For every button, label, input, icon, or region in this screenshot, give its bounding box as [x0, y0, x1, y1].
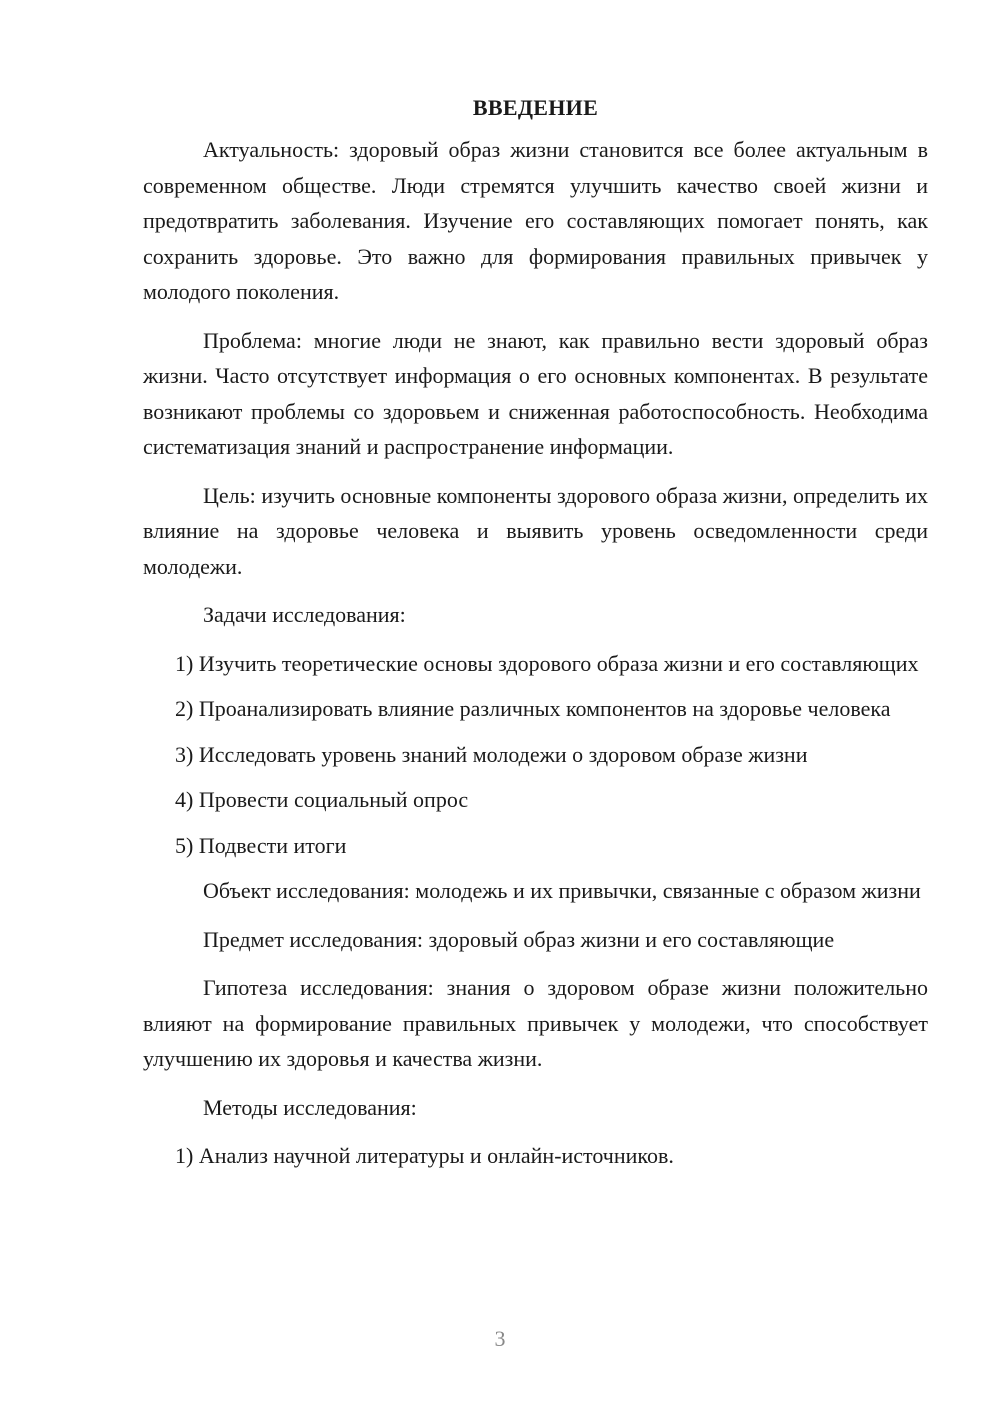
methods-heading: Методы исследования:	[203, 1094, 417, 1120]
task-item: 2) Проанализировать влияние различных компонентов на здоровье человека	[175, 696, 891, 721]
section-title: ВВЕДЕНИЕ	[472, 95, 599, 120]
document-page	[143, 90, 928, 1184]
page-number: 3	[494, 1326, 506, 1351]
task-item: 1) Изучить теоретические основы здорового образа жизни и его составляющих	[175, 650, 919, 676]
subject-paragraph: Предмет исследования: здоровый образ жизни и его составляющие	[203, 926, 835, 952]
method-item: 1) Анализ научной литературы и онлайн-источников.	[175, 1143, 674, 1168]
task-item: 4) Провести социальный опрос	[175, 787, 469, 812]
problem-paragraph: Проблема: многие люди не знают, как правильно вести здоровый образ жизни. Часто отсутствует информация о его основных компонентах. В результате возникают проблемы со здоровьем и сниженная работоспособность. Необходима систематизация знаний и распространение информации.	[143, 327, 928, 459]
object-paragraph: Объект исследования: молодежь и их привычки, связанные с образом жизни	[203, 878, 921, 903]
task-item: 5) Подвести итоги	[175, 832, 347, 858]
hypothesis-paragraph: Гипотеза исследования: знания о здоровом образе жизни положительно влияют на формирование правильных привычек у молодежи, что способствует улучшению их здоровья и качества жизни.	[143, 975, 928, 1071]
tasks-heading: Задачи исследования:	[203, 602, 406, 627]
relevance-paragraph: Актуальность: здоровый образ жизни становится все более актуальным в современном обществе. Люди стремятся улучшить качество своей жизни и предотвратить заболевания. Изучение его составляющих помогает понять, как сохранить здоровье. Это важно для формирования правильных привычек у молодого поколения.	[143, 137, 928, 304]
goal-paragraph: Цель: изучить основные компоненты здорового образа жизни, определить их влияние на здоровье человека и выявить уровень осведомленности среди молодежи.	[143, 482, 928, 579]
task-item: 3) Исследовать уровень знаний молодежи о здоровом образе жизни	[175, 741, 808, 767]
